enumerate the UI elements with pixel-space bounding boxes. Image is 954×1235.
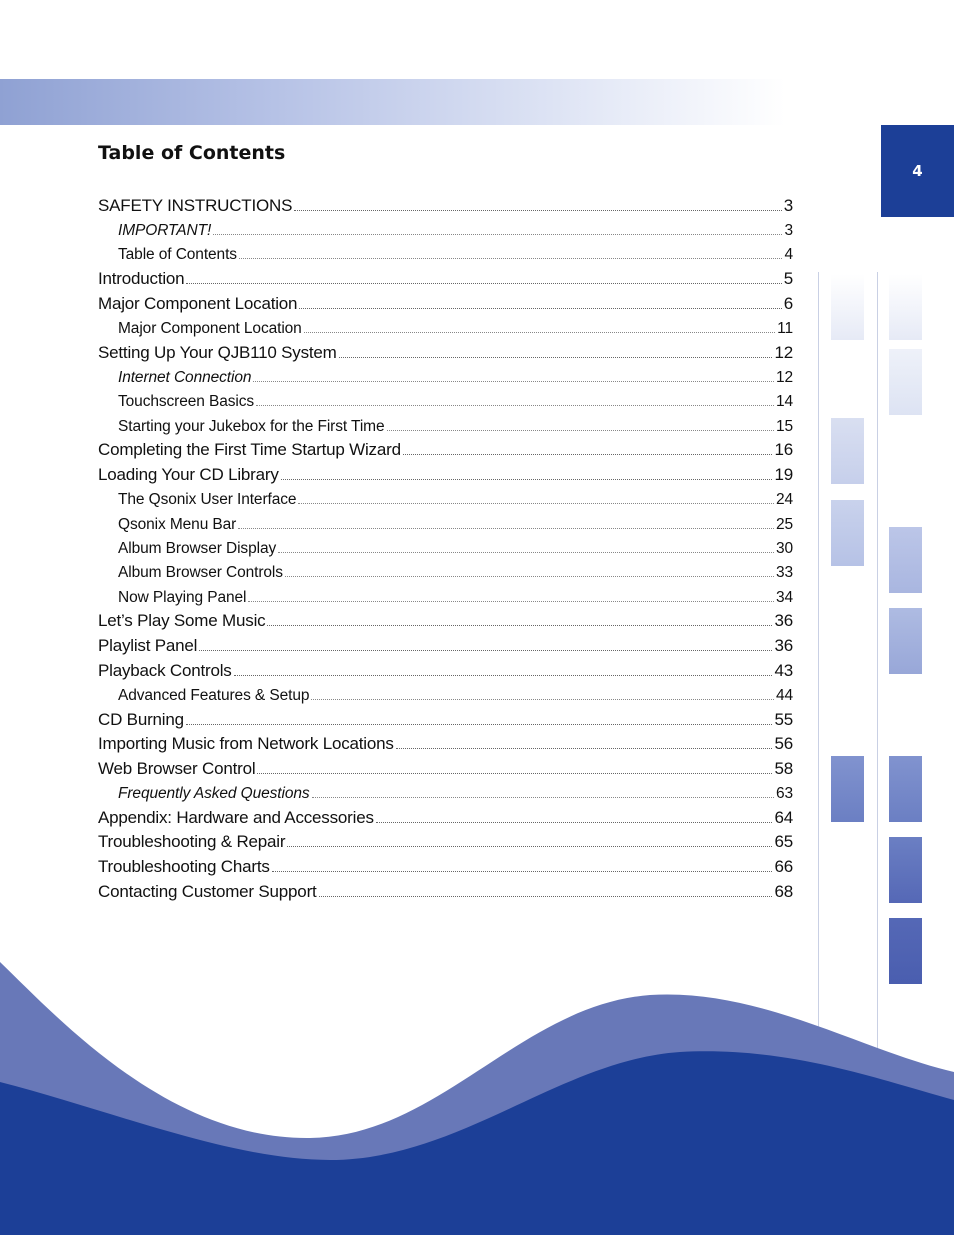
toc-entry[interactable] <box>98 582 793 606</box>
toc-entry-title: Completing the First Time Startup Wizard <box>98 440 401 460</box>
toc-entry-title: Contacting Customer Support <box>98 881 317 901</box>
toc-entry-title: Major Component Location <box>118 319 302 337</box>
toc-entry-page: 55 <box>774 709 793 729</box>
toc-entry-page: 12 <box>775 368 793 386</box>
toc-entry-page: 36 <box>774 611 793 631</box>
dot-leader <box>278 552 774 553</box>
decorative-square <box>831 274 864 340</box>
toc-entry[interactable] <box>98 509 793 533</box>
dot-leader <box>267 625 772 626</box>
toc-entry-title: SAFETY INSTRUCTIONS <box>98 195 293 215</box>
toc-entry[interactable] <box>98 828 793 853</box>
toc-entry[interactable] <box>98 314 793 338</box>
toc-entry-title: Troubleshooting Charts <box>98 856 270 876</box>
toc-entry-page: 44 <box>775 687 793 705</box>
toc-entry-title: CD Burning <box>98 709 184 729</box>
dot-leader <box>287 846 772 847</box>
dot-leader <box>312 797 774 798</box>
toc-entry-page: 5 <box>783 268 793 288</box>
page-number: 4 <box>912 162 923 180</box>
dot-leader <box>299 308 781 309</box>
dot-leader <box>387 430 774 431</box>
header-gradient-band <box>0 79 785 125</box>
toc-entry[interactable] <box>98 338 793 363</box>
dot-leader <box>213 234 782 235</box>
toc-entry[interactable] <box>98 681 793 705</box>
page-number-tab <box>881 125 954 217</box>
toc-entry-page: 3 <box>784 221 793 239</box>
toc-entry-title: Album Browser Display <box>118 540 277 558</box>
toc-entry-page: 24 <box>775 491 793 509</box>
toc-entry-title: Qsonix Menu Bar <box>118 515 237 533</box>
toc-entry-title: Advanced Features & Setup <box>118 687 310 705</box>
dot-leader <box>298 503 774 504</box>
dot-leader <box>272 871 773 872</box>
toc-entry-title: Now Playing Panel <box>118 588 247 606</box>
toc-entry[interactable] <box>98 779 793 803</box>
toc-entry[interactable] <box>98 289 793 314</box>
toc-entry-page: 3 <box>783 195 793 215</box>
toc-entry-page: 30 <box>775 540 793 558</box>
toc-entry-page: 33 <box>775 564 793 582</box>
toc-entry-title: The Qsonix User Interface <box>118 491 297 509</box>
toc-entry-page: 68 <box>774 881 793 901</box>
toc-entry-page: 63 <box>775 785 793 803</box>
decorative-square <box>889 274 922 340</box>
toc-entry-page: 15 <box>775 417 793 435</box>
page-title: Table of Contents <box>98 142 286 164</box>
dot-leader <box>256 405 774 406</box>
toc-entry[interactable] <box>98 803 793 828</box>
dot-leader <box>281 479 773 480</box>
decorative-square <box>889 837 922 903</box>
toc-entry[interactable] <box>98 264 793 289</box>
decorative-square <box>889 349 922 415</box>
toc-entry[interactable] <box>98 363 793 387</box>
toc-entry[interactable] <box>98 411 793 435</box>
toc-entry-title: IMPORTANT! <box>118 221 212 239</box>
toc-entry[interactable] <box>98 656 793 681</box>
dot-leader <box>403 454 773 455</box>
dot-leader <box>234 675 773 676</box>
toc-entry-title: Setting Up Your QJB110 System <box>98 342 337 362</box>
toc-entry-title: Internet Connection <box>118 368 252 386</box>
dot-leader <box>186 724 773 725</box>
toc-entry[interactable] <box>98 460 793 485</box>
toc-entry[interactable] <box>98 436 793 461</box>
toc-entry-page: 65 <box>774 832 793 852</box>
decorative-square <box>831 500 864 566</box>
dot-leader <box>253 381 774 382</box>
toc-entry[interactable] <box>98 387 793 411</box>
toc-entry-title: Loading Your CD Library <box>98 464 279 484</box>
toc-entry-page: 12 <box>774 342 793 362</box>
toc-entry-title: Appendix: Hardware and Accessories <box>98 807 374 827</box>
toc-entry-page: 19 <box>774 464 793 484</box>
toc-entry[interactable] <box>98 240 793 264</box>
toc-entry-title: Frequently Asked Questions <box>118 785 310 803</box>
decorative-square <box>889 756 922 822</box>
toc-entry-page: 16 <box>774 440 793 460</box>
dot-leader <box>257 773 772 774</box>
dot-leader <box>319 896 773 897</box>
toc-entry[interactable] <box>98 485 793 509</box>
toc-entry-title: Album Browser Controls <box>118 564 283 582</box>
toc-entry[interactable] <box>98 631 793 656</box>
toc-entry[interactable] <box>98 607 793 632</box>
toc-entry-title: Starting your Jukebox for the First Time <box>118 417 385 435</box>
dot-leader <box>339 357 773 358</box>
toc-entry[interactable] <box>98 216 793 240</box>
decorative-square <box>889 608 922 674</box>
toc-entry-page: 6 <box>783 293 793 313</box>
decorative-square <box>831 418 864 484</box>
toc-entry-title: Playback Controls <box>98 660 232 680</box>
toc-entry[interactable] <box>98 730 793 755</box>
toc-entry-title: Playlist Panel <box>98 636 198 656</box>
toc-entry-title: Table of Contents <box>118 246 237 264</box>
toc-entry-title: Introduction <box>98 268 185 288</box>
dot-leader <box>311 699 774 700</box>
toc-entry-title: Web Browser Control <box>98 758 256 778</box>
dot-leader <box>248 601 774 602</box>
toc-entry-page: 11 <box>777 319 793 337</box>
toc-entry-title: Touchscreen Basics <box>118 393 255 411</box>
toc-entry-page: 36 <box>774 636 793 656</box>
toc-entry-page: 4 <box>784 246 793 264</box>
toc-entry[interactable] <box>98 754 793 779</box>
dot-leader <box>186 283 781 284</box>
toc-entry-page: 64 <box>774 807 793 827</box>
toc-entry-title: Importing Music from Network Locations <box>98 734 394 754</box>
toc-entry[interactable] <box>98 534 793 558</box>
dot-leader <box>294 210 781 211</box>
decorative-square <box>831 756 864 822</box>
toc-entry-title: Let’s Play Some Music <box>98 611 266 631</box>
dot-leader <box>199 650 772 651</box>
toc-entry-page: 34 <box>775 588 793 606</box>
toc-entry[interactable] <box>98 558 793 582</box>
dot-leader <box>304 332 775 333</box>
dot-leader <box>376 822 773 823</box>
toc-entry[interactable] <box>98 705 793 730</box>
table-of-contents <box>98 191 793 902</box>
toc-entry-page: 25 <box>775 515 793 533</box>
dot-leader <box>239 258 783 259</box>
toc-entry-page: 14 <box>775 393 793 411</box>
footer-wave <box>0 930 954 1235</box>
toc-entry-page: 43 <box>774 660 793 680</box>
toc-entry-title: Troubleshooting & Repair <box>98 832 286 852</box>
dot-leader <box>285 576 774 577</box>
decorative-square <box>889 527 922 593</box>
toc-entry-page: 66 <box>774 856 793 876</box>
toc-entry-title: Major Component Location <box>98 293 298 313</box>
dot-leader <box>396 748 773 749</box>
toc-entry-page: 58 <box>774 758 793 778</box>
toc-entry[interactable] <box>98 852 793 877</box>
dot-leader <box>238 528 774 529</box>
toc-entry[interactable] <box>98 191 793 216</box>
toc-entry-page: 56 <box>774 734 793 754</box>
toc-entry[interactable] <box>98 877 793 902</box>
